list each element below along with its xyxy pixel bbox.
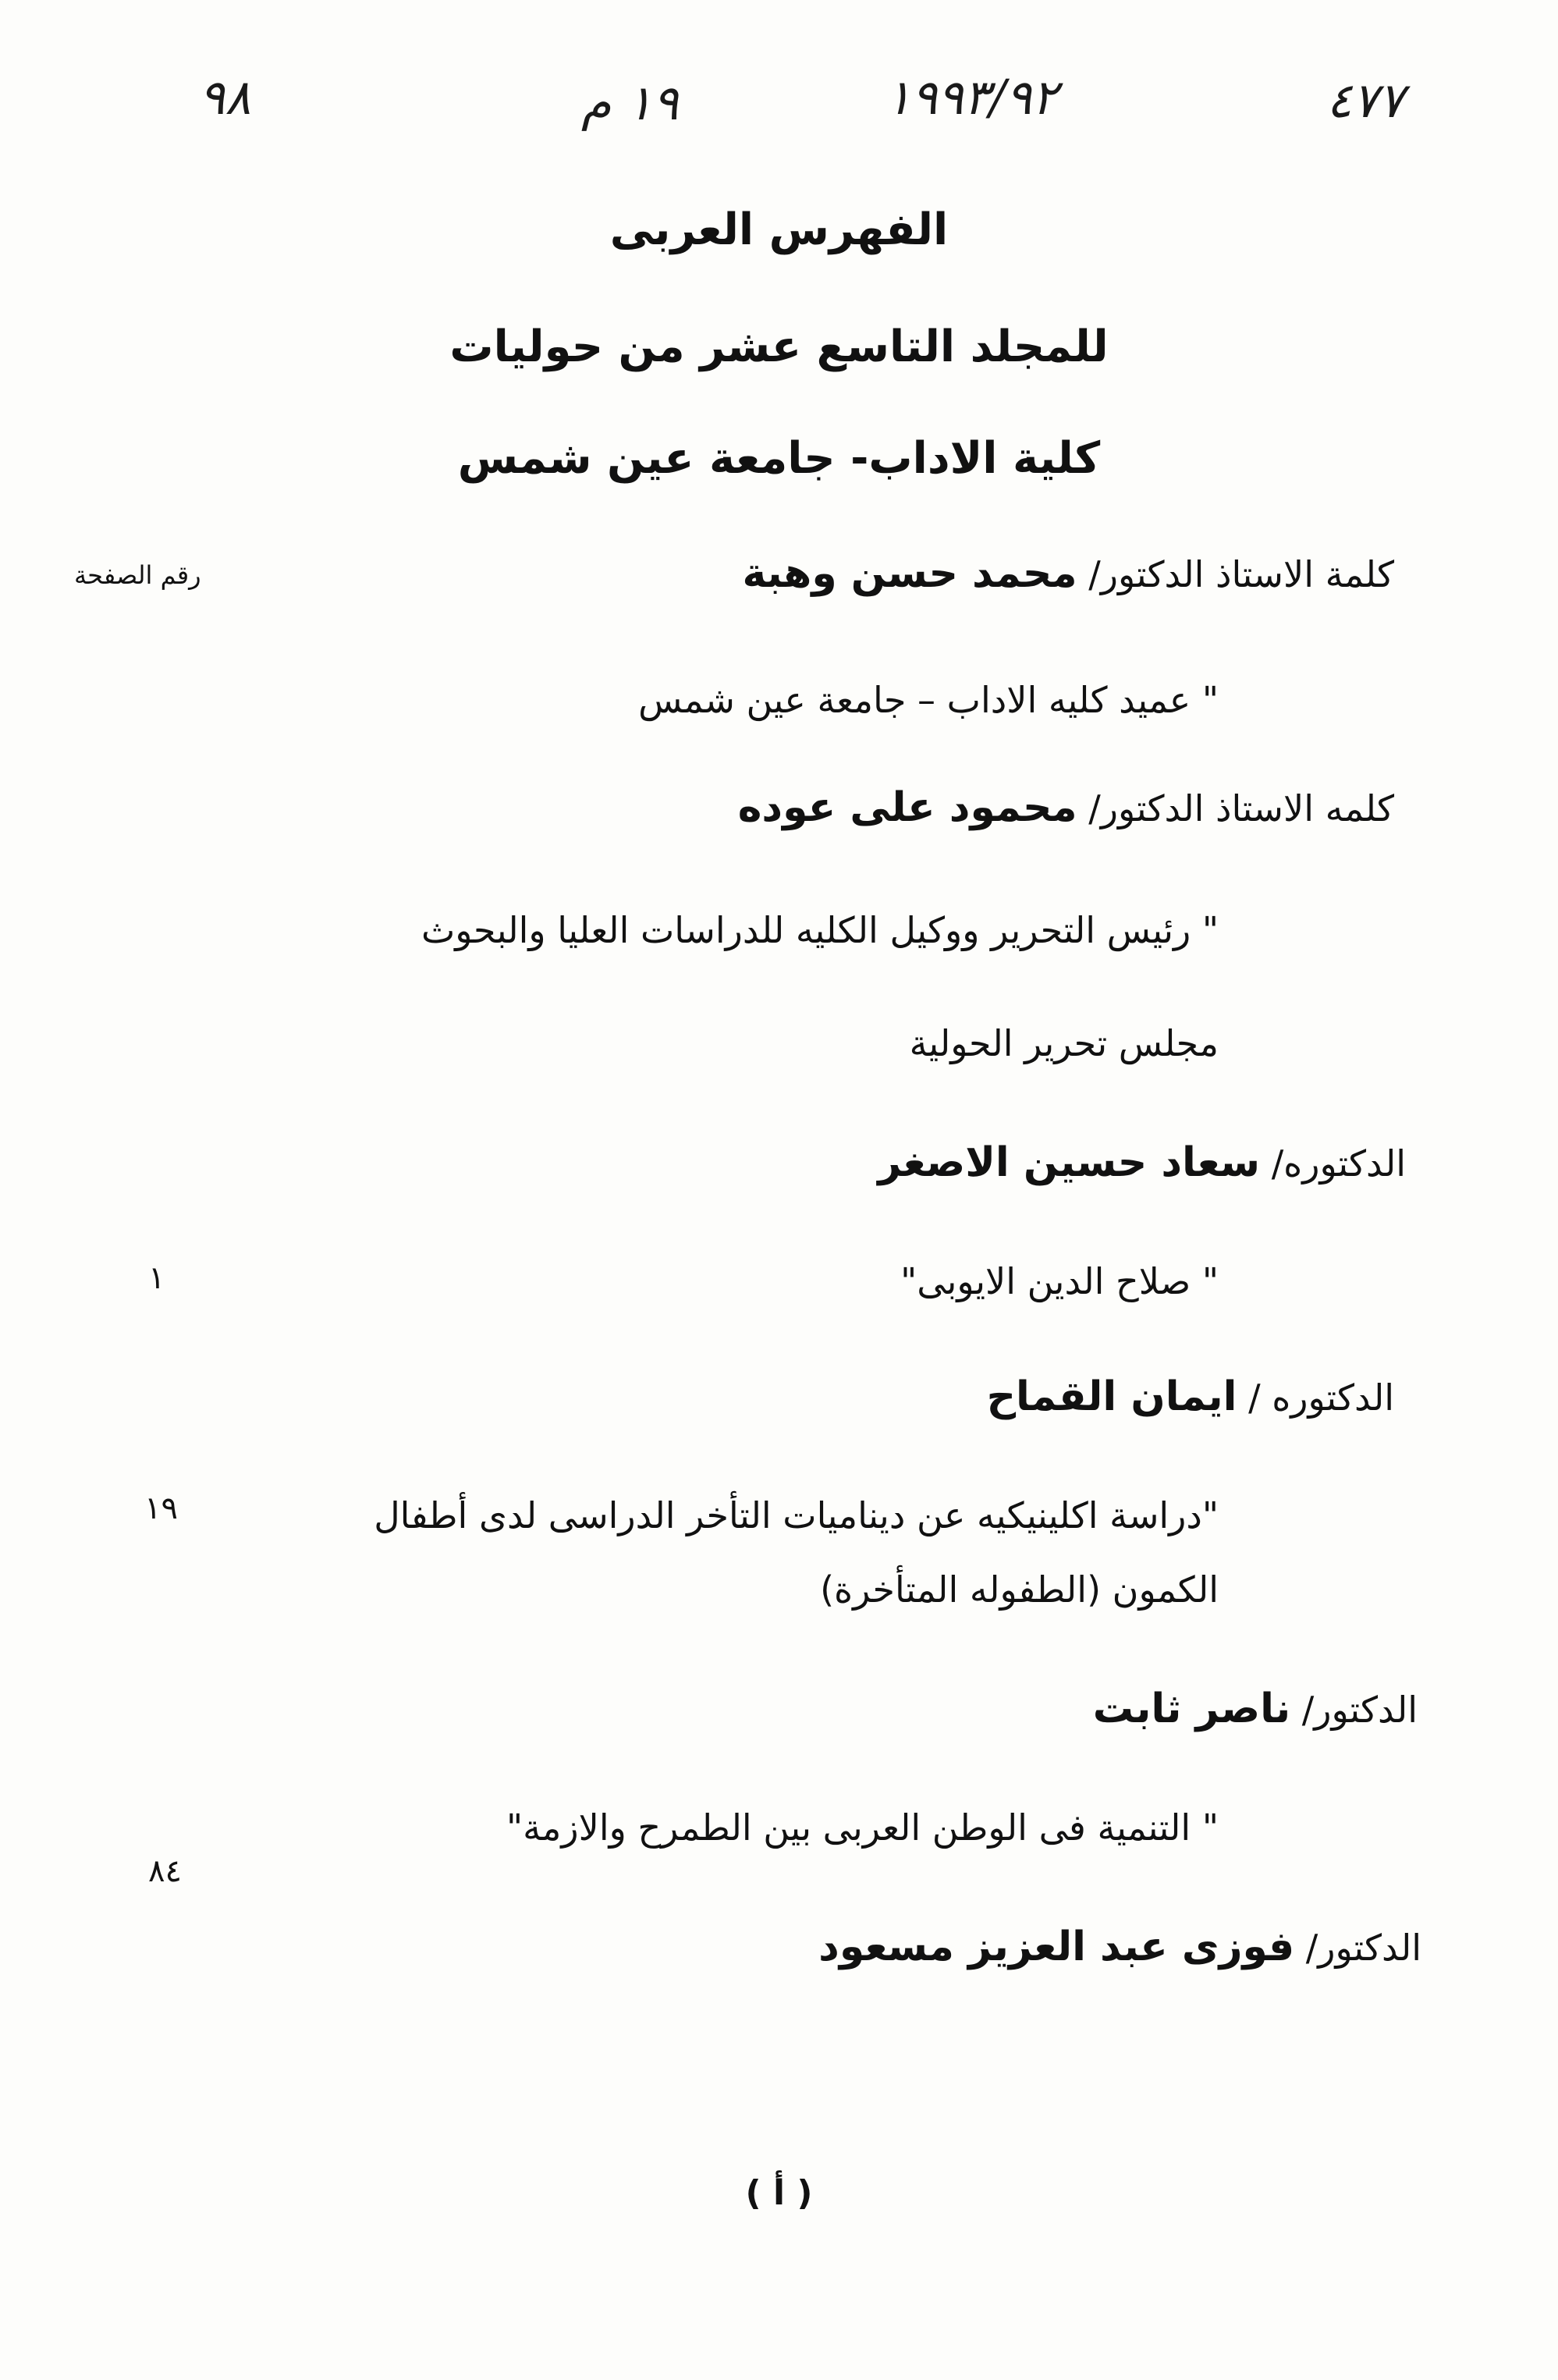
entry-author-2 <box>987 1373 1394 1420</box>
entry-page-1: ١ <box>148 1260 165 1296</box>
entry-author-3 <box>1093 1686 1418 1732</box>
entry-prefix: الدكتور/ <box>1301 1689 1418 1731</box>
entry-prefix: الدكتوره/ <box>1271 1142 1406 1185</box>
faculty-subtitle: كلية الاداب- جامعة عين شمس <box>457 433 1101 484</box>
entry-article-2: "دراسة اكلينيكيه عن ديناميات التأخر الدراسى لدى أطفال <box>374 1494 1219 1536</box>
entry-article-1: " صلاح الدين الايوبى" <box>900 1260 1219 1302</box>
entry-speaker-2 <box>738 784 1394 831</box>
entry-prefix: الدكتوره / <box>1248 1376 1394 1419</box>
entry-name: فوزى عبد العزيز مسعود <box>818 1924 1295 1970</box>
volume-subtitle: للمجلد التاسع عشر من حوليات <box>449 321 1109 372</box>
handwritten-mark-3: ١٩٩٣/٩٢ <box>885 69 1058 126</box>
entry-page-2: ١٩ <box>144 1490 178 1526</box>
entry-name: ايمان القماح <box>986 1373 1237 1420</box>
entry-prefix: كلمه الاستاذ الدكتور/ <box>1088 787 1394 829</box>
entry-name: محمود على عوده <box>737 784 1077 831</box>
entry-page-3: ٨٤ <box>148 1853 182 1889</box>
handwritten-mark-4: ٤٧٧ <box>1326 72 1404 129</box>
entry-prefix: كلمة الاستاذ الدكتور/ <box>1088 553 1394 595</box>
entry-article-3: " التنمية فى الوطن العربى بين الطمرح والازمة" <box>506 1806 1219 1849</box>
entry-role-3: مجلس تحرير الحولية <box>909 1022 1219 1064</box>
entry-role-1: " عميد كليه الاداب – جامعة عين شمس <box>638 679 1219 721</box>
handwritten-mark-1: ٩٨ <box>199 69 251 126</box>
entry-name: محمد حسن وهبة <box>742 550 1077 597</box>
entry-author-1 <box>878 1139 1406 1186</box>
handwritten-mark-2: ١٩ م <box>581 74 679 131</box>
index-title: الفهرس العربى <box>609 204 949 255</box>
page-number-label: رقم الصفحة <box>74 560 201 590</box>
entry-author-4 <box>818 1924 1421 1970</box>
entry-article-2-line2: الكمون (الطفوله المتأخرة) <box>820 1568 1219 1611</box>
entry-name: ناصر ثابت <box>1092 1686 1291 1732</box>
entry-role-2: " رئيس التحرير ووكيل الكليه للدراسات العليا والبحوث <box>421 909 1219 951</box>
entry-prefix: الدكتور/ <box>1305 1927 1421 1969</box>
entry-name: سعاد حسين الاصغر <box>878 1139 1261 1186</box>
entry-speaker-1 <box>743 550 1395 597</box>
page-marker: ( أ ) <box>745 2173 813 2213</box>
